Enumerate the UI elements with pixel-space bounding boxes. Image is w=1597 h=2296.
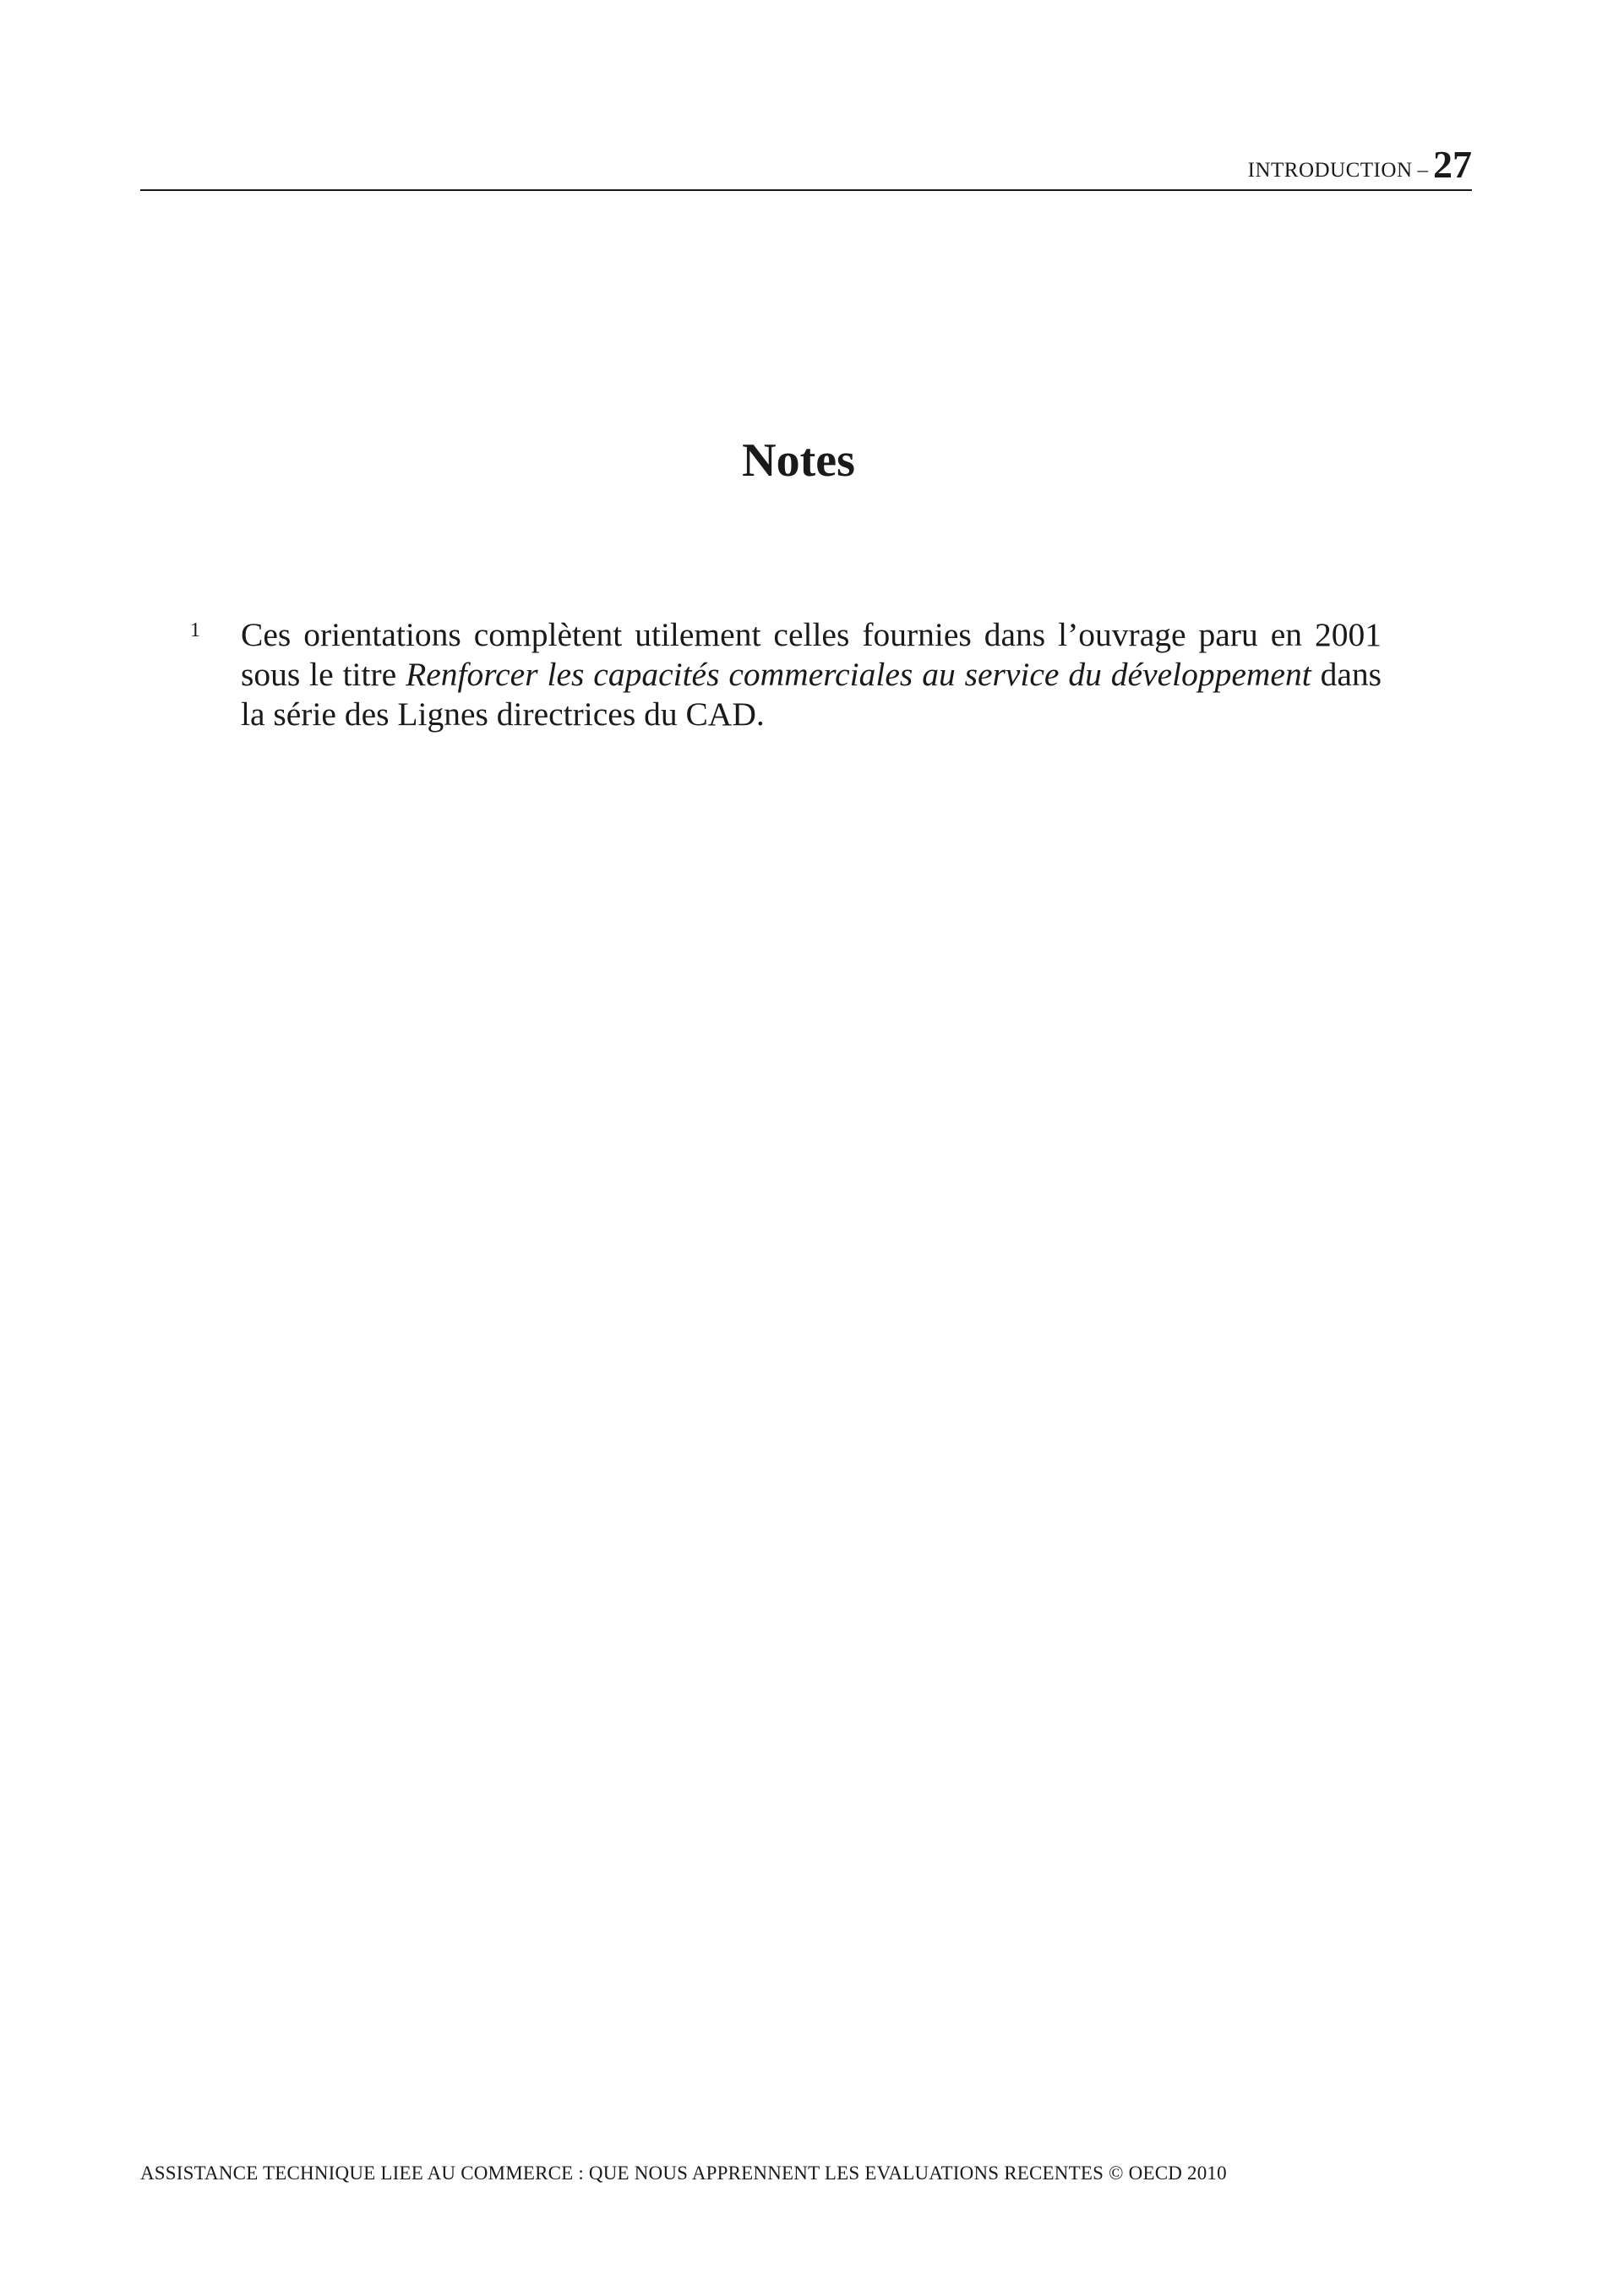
running-footer: ASSISTANCE TECHNIQUE LIEE AU COMMERCE : QUE NOUS APPRENNENT LES EVALUATIONS RECENTES © OECD 2010 [140,2162,1227,2184]
page-number: 27 [1433,143,1472,186]
note-item [190,615,1382,734]
header-section-title: INTRODUCTION [1247,159,1413,182]
note-marker: 1 [190,619,200,641]
note-cited-title: Renforcer les capacités commerciales au service du développement [406,656,1311,693]
note-text-after: dans la série des Lignes directrices du CAD. [241,656,1382,733]
running-header [140,140,1472,189]
header-rule [140,189,1472,191]
header-separator: – [1417,159,1428,182]
notes-heading: Notes [742,434,855,487]
note-text-before: Ces orientations complètent utilement celles fournies dans l’ouvrage paru en 2001 sous le titre [241,616,1382,693]
note-text [241,615,1382,734]
